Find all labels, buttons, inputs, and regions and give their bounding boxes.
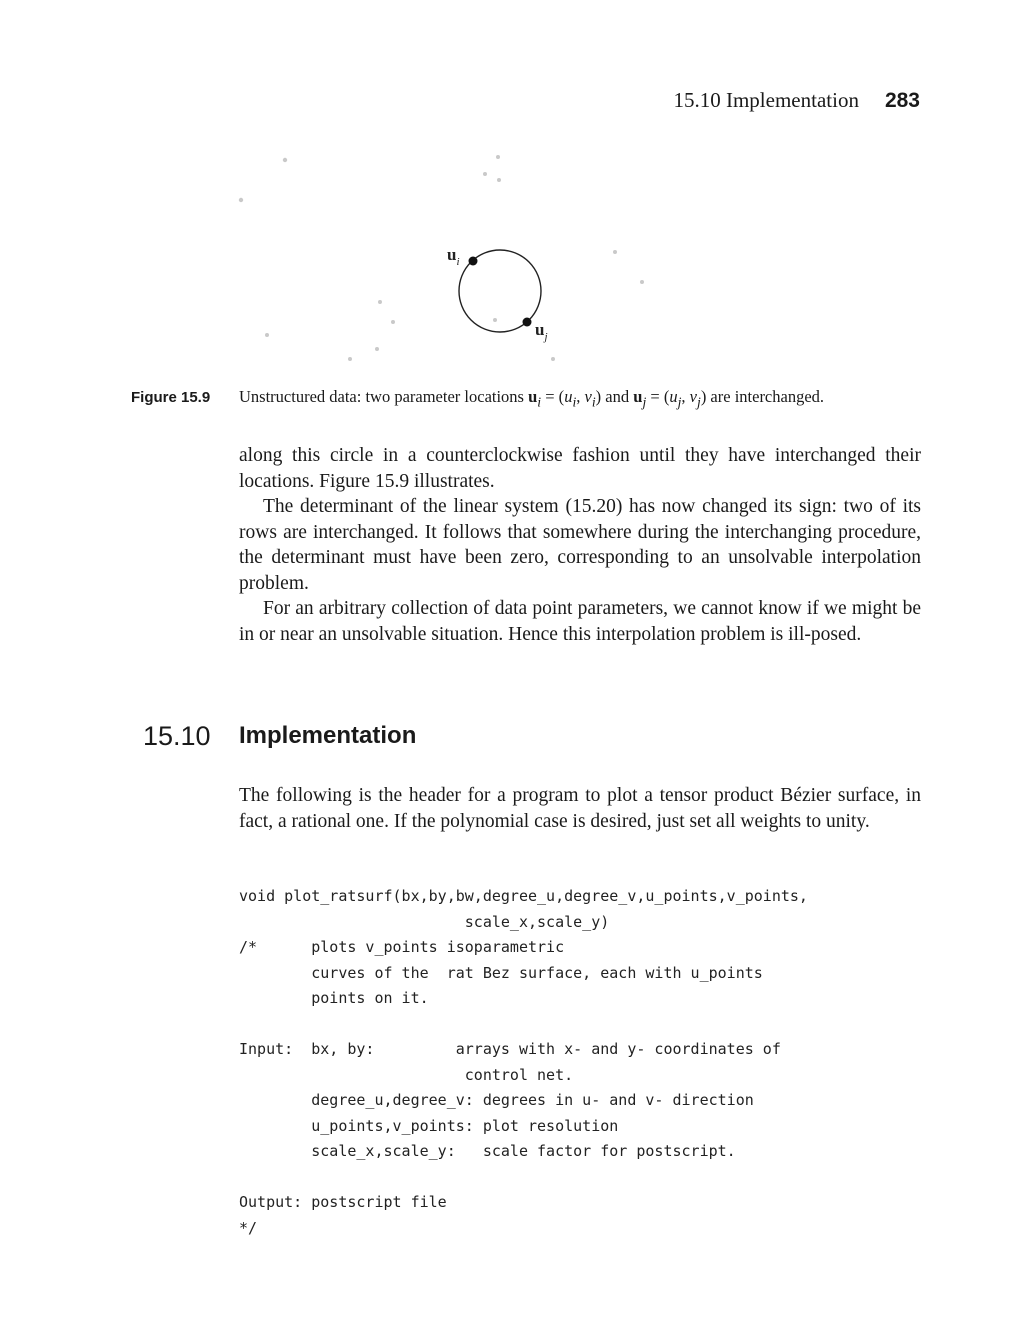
- data-point: [496, 155, 500, 159]
- paragraph: For an arbitrary collection of data point parameters, we cannot know if we might be in or near an unsolvable situation. Hence this interpolation problem is ill-posed.: [239, 598, 921, 645]
- figure-caption: Unstructured data: two parameter locations $u_i = (u_i$, $v_i$) and $u_j = (u_j$, $v_j$) are interchanged.: [239, 387, 825, 410]
- body-text-top: [239, 443, 921, 647]
- running-head: [600, 88, 920, 113]
- data-point: [640, 280, 644, 284]
- point-u-i: [469, 257, 478, 266]
- scattered-data-points: [239, 155, 644, 361]
- data-point: [265, 333, 269, 337]
- paragraph: The following is the header for a program to plot a tensor product Bézier surface, in fact, a rational one. If the polynomial case is desired, just set all weights to unity.: [239, 785, 921, 832]
- paragraph: The determinant of the linear system (15.20) has now changed its sign: two of its rows are interchanged. It follows that somewhere during the interchanging procedure, the determinant must have been zero, corresponding to an unsolvable interpolation problem.: [239, 496, 921, 594]
- label-u-i: $u_i$: [447, 245, 460, 268]
- data-point: [391, 320, 395, 324]
- data-point: [551, 357, 555, 361]
- figure-label: Figure 15.9: [131, 389, 211, 406]
- paragraph: along this circle in a counterclockwise fashion until they have interchanged their locations. Figure 15.9 illustrates.: [239, 445, 921, 492]
- section-number: 15.10: [143, 721, 211, 751]
- data-point: [378, 300, 382, 304]
- figure-15-9: [225, 140, 695, 375]
- data-point: [348, 357, 352, 361]
- data-point: [239, 198, 243, 202]
- point-u-j: [523, 318, 532, 327]
- section-title: Implementation: [239, 722, 417, 749]
- data-point: [497, 178, 501, 182]
- data-point: [613, 250, 617, 254]
- data-point: [375, 347, 379, 351]
- page-number: 283: [884, 89, 920, 112]
- running-head-title: 15.10 Implementation: [673, 88, 859, 112]
- code-listing: void plot_ratsurf(bx,by,bw,degree_u,degree_v,u_points,v_points, scale_x,scale_y) /* plots v_points isoparametric curves of the rat Bez surface, each with u_points points on it. Input: bx, by: arrays with x- and y- coordinates of control net. degree_u,degree_v: degrees in u- and v- direction u_points,v_points: plot resolution scale_x,scale_y: scale factor for postscript. Output: postscript file */: [239, 887, 808, 1237]
- data-point: [483, 172, 487, 176]
- body-text-impl: [239, 783, 921, 834]
- label-u-j: $u_j$: [535, 320, 548, 343]
- data-point: [283, 158, 287, 162]
- data-point: [493, 318, 497, 322]
